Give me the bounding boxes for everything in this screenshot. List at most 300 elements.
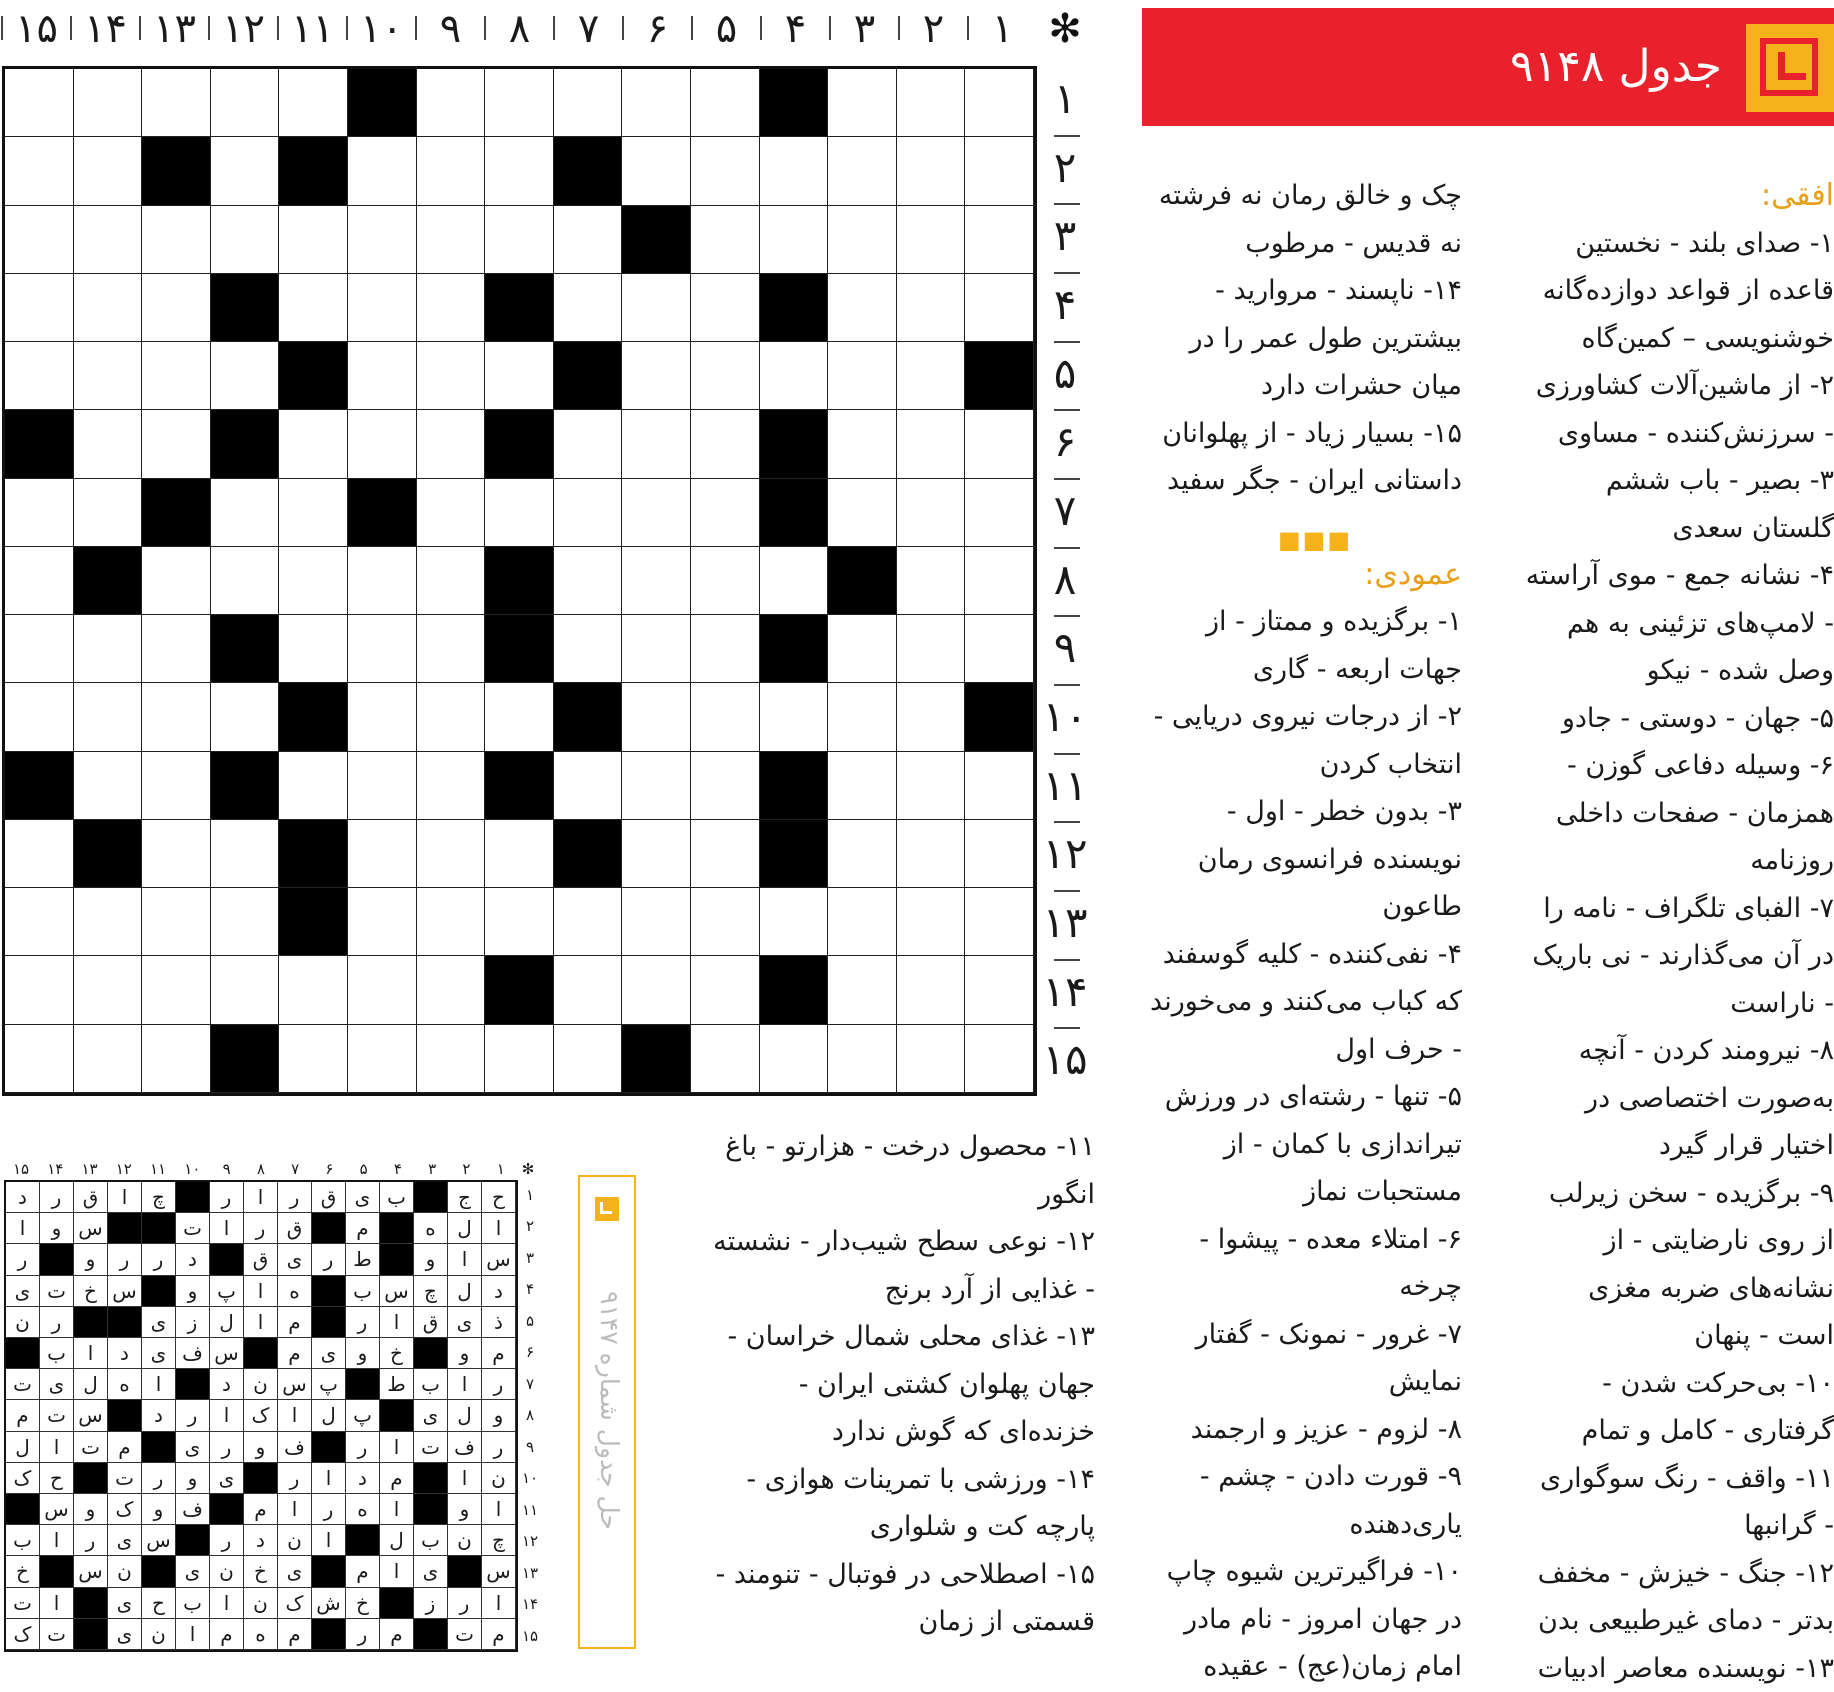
solution-letter: ق <box>244 1244 278 1275</box>
grid-cell[interactable] <box>74 410 143 478</box>
solution-letter: ر <box>278 1463 312 1494</box>
grid-cell[interactable] <box>74 752 143 820</box>
grid-cell[interactable] <box>897 410 966 478</box>
grid-cell[interactable] <box>279 956 348 1024</box>
grid-cell[interactable] <box>417 956 486 1024</box>
black-cell <box>965 342 1034 410</box>
grid-cell[interactable] <box>485 69 554 137</box>
solution-letter: ی <box>108 1588 142 1619</box>
grid-cell[interactable] <box>622 752 691 820</box>
grid-cell[interactable] <box>965 615 1034 683</box>
solution-letter: ت <box>414 1432 448 1463</box>
grid-cell[interactable] <box>554 615 623 683</box>
solution-letter: ذ <box>482 1307 516 1338</box>
grid-cell[interactable] <box>74 888 143 956</box>
column-number: ۸ <box>485 6 554 52</box>
grid-cell[interactable] <box>554 956 623 1024</box>
solution-letter: ر <box>312 1494 346 1525</box>
grid-cell[interactable] <box>554 888 623 956</box>
grid-cell[interactable] <box>417 274 486 342</box>
solution-letter: ی <box>108 1619 142 1650</box>
grid-cell[interactable] <box>5 274 74 342</box>
solution-black-cell <box>74 1619 108 1650</box>
solution-black-cell <box>312 1276 346 1307</box>
grid-cell[interactable] <box>828 274 897 342</box>
grid-cell[interactable] <box>5 547 74 615</box>
grid-cell[interactable] <box>74 479 143 547</box>
grid-cell[interactable] <box>142 888 211 956</box>
grid-cell[interactable] <box>897 547 966 615</box>
grid-cell[interactable] <box>74 683 143 751</box>
grid-cell[interactable] <box>622 137 691 205</box>
grid-cell[interactable] <box>897 137 966 205</box>
grid-cell[interactable] <box>691 342 760 410</box>
grid-cell[interactable] <box>554 1025 623 1093</box>
solution-letter: ن <box>210 1556 244 1587</box>
grid-cell[interactable] <box>828 615 897 683</box>
grid-cell[interactable] <box>417 547 486 615</box>
grid-cell[interactable] <box>485 888 554 956</box>
grid-cell[interactable] <box>965 410 1034 478</box>
grid-cell[interactable] <box>554 274 623 342</box>
grid-cell[interactable] <box>142 1025 211 1093</box>
grid-cell[interactable] <box>828 683 897 751</box>
black-cell <box>142 479 211 547</box>
grid-cell[interactable] <box>691 137 760 205</box>
solution-black-cell <box>380 1244 414 1275</box>
brand-logo-icon <box>1746 24 1834 112</box>
row-divider <box>1054 959 1080 961</box>
grid-cell[interactable] <box>554 752 623 820</box>
solution-letter: ا <box>380 1556 414 1587</box>
grid-cell[interactable] <box>417 888 486 956</box>
grid-cell[interactable] <box>554 479 623 547</box>
black-cell <box>279 820 348 888</box>
grid-cell[interactable] <box>622 820 691 888</box>
solution-black-cell <box>312 1213 346 1244</box>
grid-cell[interactable] <box>417 137 486 205</box>
grid-cell[interactable] <box>760 547 829 615</box>
solution-black-cell <box>414 1619 448 1650</box>
grid-cell[interactable] <box>74 206 143 274</box>
solution-letter: د <box>176 1244 210 1275</box>
grid-cell[interactable] <box>622 956 691 1024</box>
grid-cell[interactable] <box>897 479 966 547</box>
column-number: ۱۲ <box>209 6 278 52</box>
grid-cell[interactable] <box>760 1025 829 1093</box>
solution-black-cell <box>346 1369 380 1400</box>
solution-letter: ب <box>6 1525 40 1556</box>
grid-cell[interactable] <box>554 69 623 137</box>
grid-cell[interactable] <box>279 206 348 274</box>
clue-item: ۱۳- نویسنده معاصر ادبیات <box>1525 1645 1834 1692</box>
grid-cell[interactable] <box>211 820 280 888</box>
row-number: ۱۵ <box>1040 1035 1090 1084</box>
grid-cell[interactable] <box>897 888 966 956</box>
grid-cell[interactable] <box>760 888 829 956</box>
grid-cell[interactable] <box>691 683 760 751</box>
grid-cell[interactable] <box>828 206 897 274</box>
grid-cell[interactable] <box>485 1025 554 1093</box>
solution-black-cell <box>74 1463 108 1494</box>
row-divider <box>1054 753 1080 755</box>
grid-cell[interactable] <box>965 547 1034 615</box>
grid-cell[interactable] <box>142 683 211 751</box>
grid-cell[interactable] <box>5 615 74 683</box>
grid-cell[interactable] <box>5 956 74 1024</box>
black-cell <box>279 888 348 956</box>
grid-cell[interactable] <box>485 342 554 410</box>
grid-cell[interactable] <box>74 1025 143 1093</box>
solution-row-number: ۷ <box>518 1375 542 1393</box>
grid-cell[interactable] <box>485 683 554 751</box>
grid-cell[interactable] <box>348 547 417 615</box>
grid-cell[interactable] <box>965 206 1034 274</box>
solution-letter: ی <box>278 1244 312 1275</box>
grid-cell[interactable] <box>691 69 760 137</box>
clue-item: ۱۵- اصطلاحی در فوتبال - تنومند - قسمتی از زمان <box>695 1551 1095 1646</box>
grid-cell[interactable] <box>828 752 897 820</box>
grid-cell[interactable] <box>622 615 691 683</box>
grid-cell[interactable] <box>211 206 280 274</box>
row-divider <box>1054 478 1080 480</box>
grid-cell[interactable] <box>348 820 417 888</box>
solution-letter: و <box>142 1494 176 1525</box>
grid-cell[interactable] <box>142 410 211 478</box>
grid-cell[interactable] <box>897 1025 966 1093</box>
grid-cell[interactable] <box>622 69 691 137</box>
grid-cell[interactable] <box>417 683 486 751</box>
grid-cell[interactable] <box>417 615 486 683</box>
grid-cell[interactable] <box>897 274 966 342</box>
solution-letter: ی <box>414 1400 448 1431</box>
clue-item: ۳- بدون خطر - اول - نویسنده فرانسوی رمان طاعون <box>1142 788 1462 931</box>
solution-column-number: ۱ <box>484 1160 518 1178</box>
clue-item: ۸- نیرومند کردن - آنچه به‌صورت اختصاصی در اختیار قرار گیرد <box>1525 1027 1834 1170</box>
solution-letter: ر <box>108 1244 142 1275</box>
solution-letter: ن <box>142 1619 176 1650</box>
solution-letter: ت <box>6 1588 40 1619</box>
grid-cell[interactable] <box>965 752 1034 820</box>
grid-cell[interactable] <box>211 683 280 751</box>
black-cell <box>485 752 554 820</box>
grid-cell[interactable] <box>211 888 280 956</box>
grid-cell[interactable] <box>622 547 691 615</box>
solution-black-cell <box>108 1213 142 1244</box>
grid-cell[interactable] <box>965 69 1034 137</box>
grid-cell[interactable] <box>279 69 348 137</box>
grid-cell[interactable] <box>760 683 829 751</box>
grid-cell[interactable] <box>417 479 486 547</box>
solution-row-number: ۸ <box>518 1406 542 1424</box>
solution-letter: ا <box>448 1244 482 1275</box>
grid-cell[interactable] <box>828 410 897 478</box>
solution-letter: س <box>380 1276 414 1307</box>
grid-cell[interactable] <box>279 274 348 342</box>
grid-cell[interactable] <box>279 547 348 615</box>
grid-cell[interactable] <box>828 888 897 956</box>
grid-cell[interactable] <box>485 479 554 547</box>
grid-cell[interactable] <box>279 1025 348 1093</box>
clue-item: ۱- برگزیده و ممتاز - از جهات اربعه - گاری <box>1142 598 1462 693</box>
grid-cell[interactable] <box>965 274 1034 342</box>
clue-item: ۳- بصیر - باب ششم گلستان سعدی <box>1525 457 1834 552</box>
grid-cell[interactable] <box>828 820 897 888</box>
grid-cell[interactable] <box>211 69 280 137</box>
grid-cell[interactable] <box>622 274 691 342</box>
grid-cell[interactable] <box>348 888 417 956</box>
grid-cell[interactable] <box>622 888 691 956</box>
grid-cell[interactable] <box>348 410 417 478</box>
grid-cell[interactable] <box>828 342 897 410</box>
grid-cell[interactable] <box>74 274 143 342</box>
grid-cell[interactable] <box>417 820 486 888</box>
solution-letter: د <box>210 1369 244 1400</box>
grid-cell[interactable] <box>485 206 554 274</box>
solution-letter: و <box>448 1338 482 1369</box>
grid-cell[interactable] <box>417 752 486 820</box>
grid-cell[interactable] <box>74 69 143 137</box>
grid-cell[interactable] <box>5 820 74 888</box>
solution-letter: ک <box>278 1588 312 1619</box>
grid-cell[interactable] <box>897 956 966 1024</box>
grid-cell[interactable] <box>211 137 280 205</box>
solution-letter: ا <box>244 1182 278 1213</box>
clue-item: ۹- قورت دادن - چشم - یاری‌دهنده <box>1142 1453 1462 1548</box>
grid-cell[interactable] <box>554 547 623 615</box>
grid-cell[interactable] <box>897 69 966 137</box>
grid-cell[interactable] <box>897 683 966 751</box>
grid-row-numbers <box>1040 66 1090 1096</box>
row-divider <box>1054 272 1080 274</box>
grid-cell[interactable] <box>897 342 966 410</box>
solution-letter: ب <box>176 1588 210 1619</box>
grid-cell[interactable] <box>5 479 74 547</box>
grid-cell[interactable] <box>142 820 211 888</box>
solution-column-number: ۱۰ <box>175 1160 209 1178</box>
grid-cell[interactable] <box>142 274 211 342</box>
solution-letter: س <box>108 1276 142 1307</box>
grid-cell[interactable] <box>348 274 417 342</box>
grid-cell[interactable] <box>5 69 74 137</box>
grid-cell[interactable] <box>760 137 829 205</box>
grid-cell[interactable] <box>897 752 966 820</box>
solution-black-cell <box>142 1276 176 1307</box>
grid-cell[interactable] <box>828 1025 897 1093</box>
solution-letter: ن <box>6 1307 40 1338</box>
solution-letter: ت <box>176 1213 210 1244</box>
grid-cell[interactable] <box>5 1025 74 1093</box>
grid-cell[interactable] <box>554 206 623 274</box>
grid-cell[interactable] <box>691 274 760 342</box>
grid-cell[interactable] <box>897 615 966 683</box>
grid-cell[interactable] <box>142 615 211 683</box>
grid-cell[interactable] <box>211 956 280 1024</box>
grid-cell[interactable] <box>760 342 829 410</box>
grid-cell[interactable] <box>142 206 211 274</box>
row-divider <box>1054 203 1080 205</box>
column-number: ۱۰ <box>347 6 416 52</box>
grid-cell[interactable] <box>760 206 829 274</box>
solution-letter: ط <box>346 1244 380 1275</box>
grid-cell[interactable] <box>691 956 760 1024</box>
grid-cell[interactable] <box>279 615 348 683</box>
solution-letter: ا <box>448 1463 482 1494</box>
solution-letter: ل <box>312 1400 346 1431</box>
grid-cell[interactable] <box>691 206 760 274</box>
solution-column-number: ۱۵ <box>4 1160 38 1178</box>
column-number: ۱۵ <box>2 6 71 52</box>
solution-letter: ر <box>142 1244 176 1275</box>
grid-cell[interactable] <box>691 410 760 478</box>
grid-cell[interactable] <box>965 820 1034 888</box>
solution-black-cell <box>210 1494 244 1525</box>
grid-cell[interactable] <box>211 479 280 547</box>
solution-letter: ت <box>40 1276 74 1307</box>
grid-cell[interactable] <box>348 615 417 683</box>
grid-cell[interactable] <box>897 206 966 274</box>
grid-cell[interactable] <box>348 206 417 274</box>
grid-cell[interactable] <box>691 1025 760 1093</box>
row-number: ۱۲ <box>1040 829 1090 878</box>
grid-cell[interactable] <box>348 956 417 1024</box>
grid-cell[interactable] <box>211 342 280 410</box>
grid-cell[interactable] <box>965 1025 1034 1093</box>
grid-cell[interactable] <box>142 342 211 410</box>
solution-black-cell <box>210 1244 244 1275</box>
grid-cell[interactable] <box>142 547 211 615</box>
grid-cell[interactable] <box>828 956 897 1024</box>
grid-cell[interactable] <box>5 683 74 751</box>
grid-cell[interactable] <box>691 479 760 547</box>
grid-cell[interactable] <box>691 752 760 820</box>
grid-cell[interactable] <box>965 956 1034 1024</box>
grid-cell[interactable] <box>348 1025 417 1093</box>
grid-cell[interactable] <box>348 137 417 205</box>
solution-letter: ا <box>482 1588 516 1619</box>
solution-letter: م <box>346 1556 380 1587</box>
clue-item: ۵- جهان - دوستی - جادو <box>1525 695 1834 743</box>
grid-cell[interactable] <box>622 683 691 751</box>
row-number: ۵ <box>1040 349 1090 398</box>
grid-cell[interactable] <box>485 137 554 205</box>
black-cell <box>760 479 829 547</box>
grid-cell[interactable] <box>417 410 486 478</box>
grid-cell[interactable] <box>622 479 691 547</box>
solution-black-cell <box>74 1588 108 1619</box>
black-cell <box>554 137 623 205</box>
grid-cell[interactable] <box>691 888 760 956</box>
clue-item: ۶- امتلاء معده - پیشوا - چرخه <box>1142 1216 1462 1311</box>
solution-letter: م <box>482 1338 516 1369</box>
solution-row-number: ۹ <box>518 1438 542 1456</box>
solution-letter: ن <box>278 1525 312 1556</box>
grid-cell[interactable] <box>554 410 623 478</box>
grid-cell[interactable] <box>279 479 348 547</box>
grid-cell[interactable] <box>279 752 348 820</box>
grid-cell[interactable] <box>74 615 143 683</box>
grid-cell[interactable] <box>5 342 74 410</box>
black-cell <box>74 820 143 888</box>
grid-cell[interactable] <box>417 69 486 137</box>
solution-letter: ب <box>346 1276 380 1307</box>
grid-cell[interactable] <box>142 752 211 820</box>
grid-cell[interactable] <box>417 1025 486 1093</box>
grid-cell[interactable] <box>348 752 417 820</box>
grid-cell[interactable] <box>965 888 1034 956</box>
grid-cell[interactable] <box>142 69 211 137</box>
grid-cell[interactable] <box>828 479 897 547</box>
grid-cell[interactable] <box>211 547 280 615</box>
solution-letter: و <box>482 1400 516 1431</box>
black-cell <box>74 547 143 615</box>
black-cell <box>485 547 554 615</box>
grid-cell[interactable] <box>417 206 486 274</box>
solution-letter: ق <box>414 1307 448 1338</box>
grid-cell[interactable] <box>828 137 897 205</box>
grid-cell[interactable] <box>965 479 1034 547</box>
grid-cell[interactable] <box>74 956 143 1024</box>
solution-letter: و <box>414 1244 448 1275</box>
grid-cell[interactable] <box>74 342 143 410</box>
solution-column-numbers <box>4 1160 540 1178</box>
grid-cell[interactable] <box>897 820 966 888</box>
grid-cell[interactable] <box>142 956 211 1024</box>
solution-letter: م <box>278 1338 312 1369</box>
solution-letter: ه <box>108 1369 142 1400</box>
solution-black-cell <box>312 1307 346 1338</box>
solution-letter: ن <box>482 1463 516 1494</box>
column-number: ۶ <box>623 6 692 52</box>
grid-cell[interactable] <box>828 69 897 137</box>
solution-letter: ل <box>6 1432 40 1463</box>
grid-cell[interactable] <box>348 342 417 410</box>
across-heading: افقی: <box>1525 172 1834 220</box>
grid-cell[interactable] <box>622 342 691 410</box>
solution-letter: ا <box>278 1400 312 1431</box>
grid-cell[interactable] <box>485 820 554 888</box>
grid-cell[interactable] <box>5 206 74 274</box>
grid-cell[interactable] <box>691 615 760 683</box>
grid-cell[interactable] <box>691 820 760 888</box>
solution-letter: ط <box>380 1369 414 1400</box>
grid-cell[interactable] <box>74 137 143 205</box>
solution-letter: ی <box>210 1463 244 1494</box>
solution-letter: ت <box>40 1400 74 1431</box>
solution-letter: ی <box>448 1307 482 1338</box>
row-number: ۹ <box>1040 623 1090 672</box>
grid-cell[interactable] <box>691 547 760 615</box>
solution-black-cell <box>40 1244 74 1275</box>
black-cell <box>760 274 829 342</box>
column-number: ۵ <box>692 6 761 52</box>
solution-row-number: ۶ <box>518 1343 542 1361</box>
column-number: ۱۳ <box>140 6 209 52</box>
grid-cell[interactable] <box>348 683 417 751</box>
row-divider <box>1054 547 1080 549</box>
grid-cell[interactable] <box>417 342 486 410</box>
solution-black-cell <box>176 1182 210 1213</box>
black-cell <box>279 342 348 410</box>
grid-cell[interactable] <box>622 410 691 478</box>
solution-letter: پ <box>346 1400 380 1431</box>
grid-cell[interactable] <box>965 137 1034 205</box>
grid-cell[interactable] <box>5 137 74 205</box>
grid-cell[interactable] <box>279 410 348 478</box>
solution-row-number: ۱ <box>518 1186 542 1204</box>
solution-black-cell <box>312 1556 346 1587</box>
grid-cell[interactable] <box>5 888 74 956</box>
